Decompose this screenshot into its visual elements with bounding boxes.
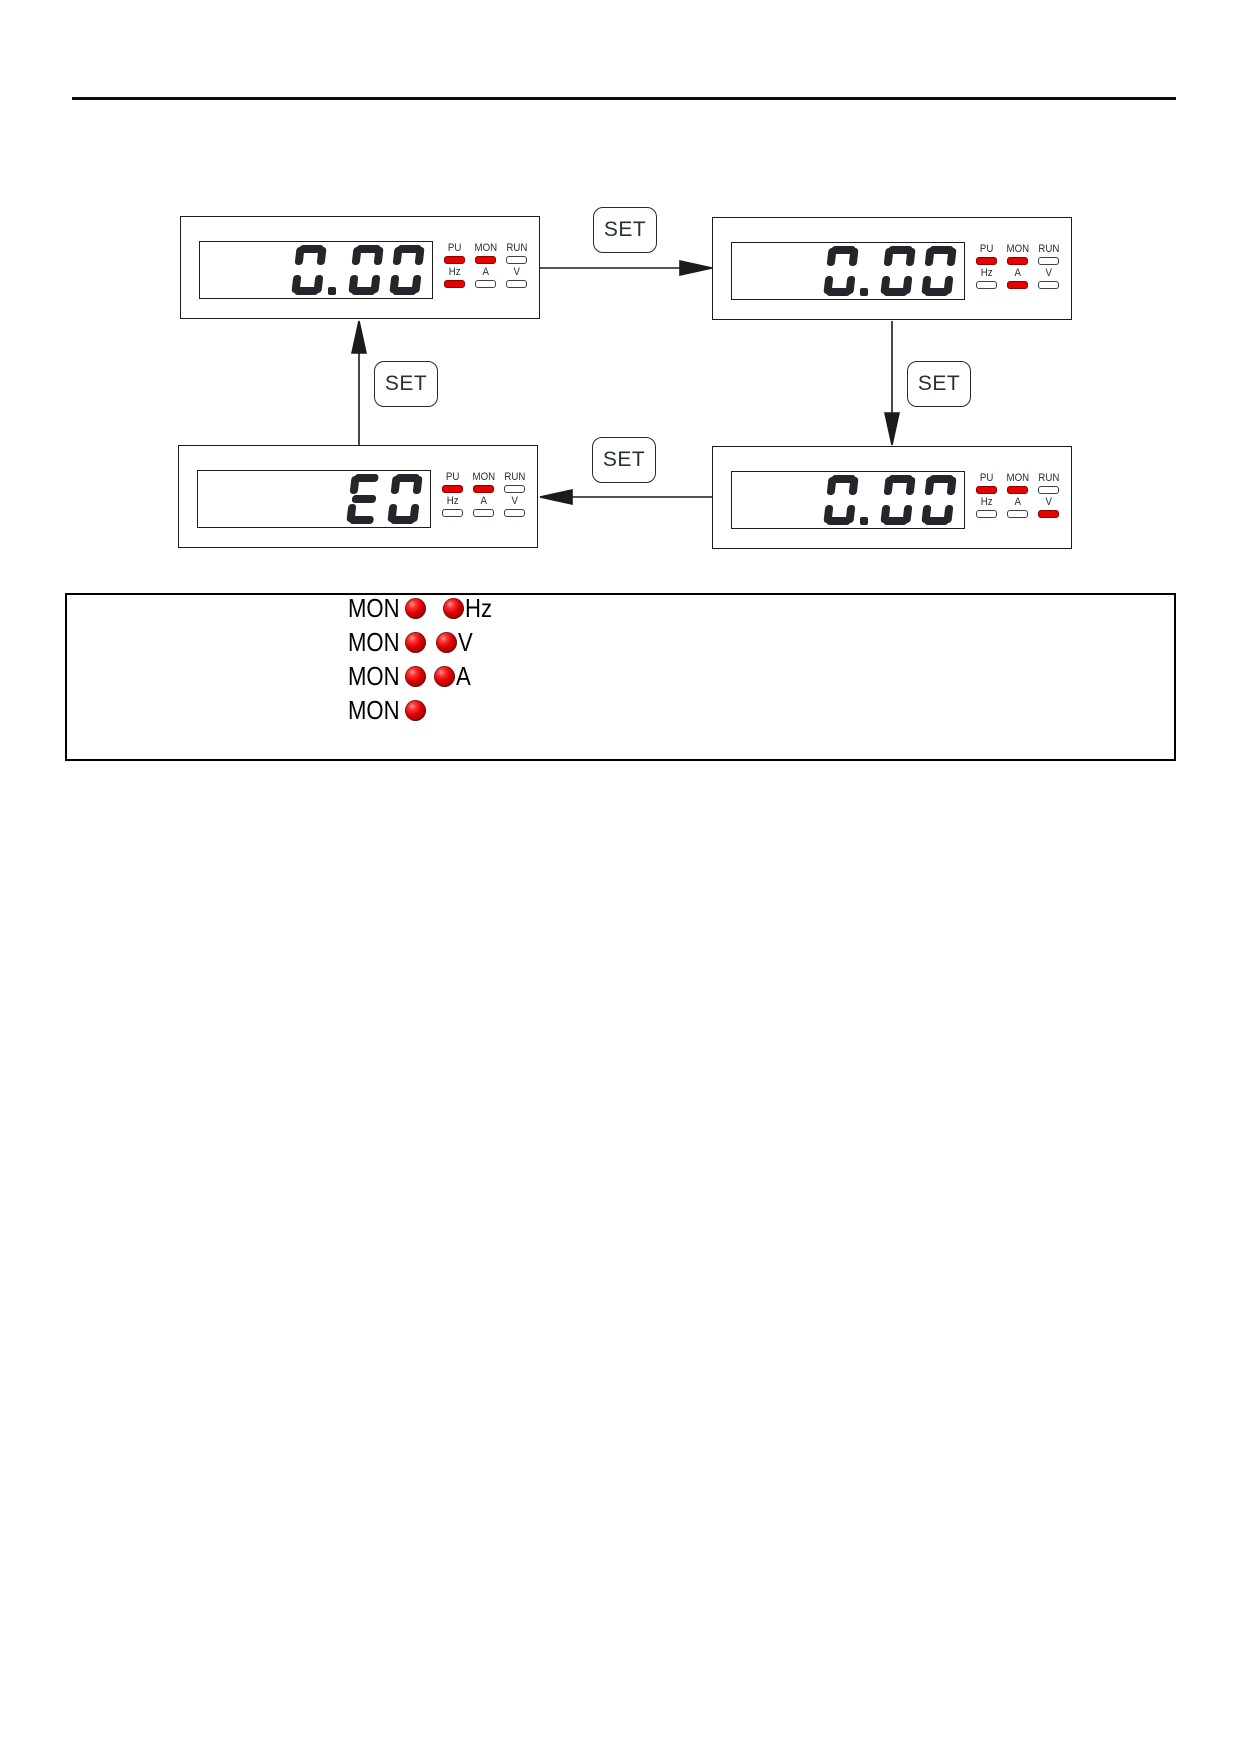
- seven-segment-display: [197, 470, 431, 528]
- pu-label: PU: [445, 471, 460, 483]
- pu-label: PU: [979, 243, 994, 255]
- display-value: [349, 474, 420, 524]
- pu-led: [442, 485, 463, 493]
- legend-row-hz: [348, 591, 496, 625]
- mon-label: MON: [472, 471, 495, 483]
- pu-label: PU: [447, 242, 462, 254]
- display-value: [826, 475, 954, 525]
- v-label: V: [1045, 267, 1052, 279]
- hz-label: Hz: [446, 495, 459, 507]
- v-led: [1038, 281, 1059, 289]
- a-led: [475, 280, 496, 288]
- hz-led-icon: [443, 598, 464, 619]
- mon-label: MON: [1006, 472, 1029, 484]
- mon-led: [1007, 486, 1028, 494]
- v-label: V: [511, 495, 518, 507]
- a-led: [1007, 510, 1028, 518]
- seven-segment-display: [731, 471, 965, 529]
- run-led: [506, 256, 527, 264]
- mon-led: [473, 485, 494, 493]
- pu-led: [976, 486, 997, 494]
- legend-row-v: [348, 625, 496, 659]
- display-value: [826, 246, 954, 296]
- mon-led: [475, 256, 496, 264]
- hz-led: [442, 509, 463, 517]
- hz-label: Hz: [980, 496, 993, 508]
- arrowhead-right-icon: [680, 261, 712, 275]
- unit-text: A: [455, 661, 471, 691]
- set-button-right: SET: [907, 361, 971, 407]
- seven-segment-display: [731, 242, 965, 300]
- a-led-icon: [434, 666, 455, 687]
- legend-box: [65, 593, 1176, 761]
- v-led-icon: [436, 632, 457, 653]
- v-led: [1038, 510, 1059, 518]
- mon-led-icon: [405, 598, 426, 619]
- mon-text: MON: [348, 627, 400, 657]
- a-label: A: [1014, 496, 1021, 508]
- mon-led: [1007, 257, 1028, 265]
- legend-row-mon: [348, 693, 496, 727]
- indicator-block: [439, 243, 535, 288]
- v-label: V: [513, 266, 520, 278]
- run-label: RUN: [506, 242, 527, 254]
- mon-led-icon: [405, 700, 426, 721]
- display-panel-bottom-left: [178, 445, 538, 548]
- mon-led-icon: [405, 666, 426, 687]
- v-led: [506, 280, 527, 288]
- indicator-block: [437, 472, 533, 517]
- hz-led: [976, 281, 997, 289]
- run-label: RUN: [1038, 472, 1059, 484]
- hz-label: Hz: [980, 267, 993, 279]
- display-panel-top-left: [180, 216, 540, 319]
- pu-label: PU: [979, 472, 994, 484]
- pu-led: [444, 256, 465, 264]
- run-label: RUN: [504, 471, 525, 483]
- mon-label: MON: [474, 242, 497, 254]
- hz-led: [976, 510, 997, 518]
- a-label: A: [480, 495, 487, 507]
- mon-label: MON: [1006, 243, 1029, 255]
- a-label: A: [482, 266, 489, 278]
- set-button-top: SET: [593, 207, 657, 253]
- mon-text: MON: [348, 593, 400, 623]
- run-led: [1038, 257, 1059, 265]
- v-led: [504, 509, 525, 517]
- indicator-block: [971, 473, 1067, 518]
- legend-rows: [348, 591, 496, 727]
- arrowhead-left-icon: [540, 490, 572, 504]
- hz-led: [444, 280, 465, 288]
- a-led: [473, 509, 494, 517]
- display-panel-top-right: [712, 217, 1072, 320]
- display-panel-bottom-right: [712, 446, 1072, 549]
- run-led: [1038, 486, 1059, 494]
- set-button-left: SET: [374, 361, 438, 407]
- run-label: RUN: [1038, 243, 1059, 255]
- arrowhead-down-icon: [885, 413, 899, 445]
- run-led: [504, 485, 525, 493]
- mon-text: MON: [348, 661, 400, 691]
- seven-segment-display: [199, 241, 433, 299]
- a-label: A: [1014, 267, 1021, 279]
- v-label: V: [1045, 496, 1052, 508]
- unit-text: V: [457, 627, 473, 657]
- unit-text: Hz: [464, 593, 492, 623]
- arrowhead-up-icon: [352, 321, 366, 353]
- set-button-bottom: SET: [592, 437, 656, 483]
- hz-label: Hz: [448, 266, 461, 278]
- pu-led: [976, 257, 997, 265]
- a-led: [1007, 281, 1028, 289]
- indicator-block: [971, 244, 1067, 289]
- page-header-rule: [72, 97, 1176, 100]
- display-value: [294, 245, 422, 295]
- mon-led-icon: [405, 632, 426, 653]
- mon-text: MON: [348, 695, 400, 725]
- legend-row-a: [348, 659, 496, 693]
